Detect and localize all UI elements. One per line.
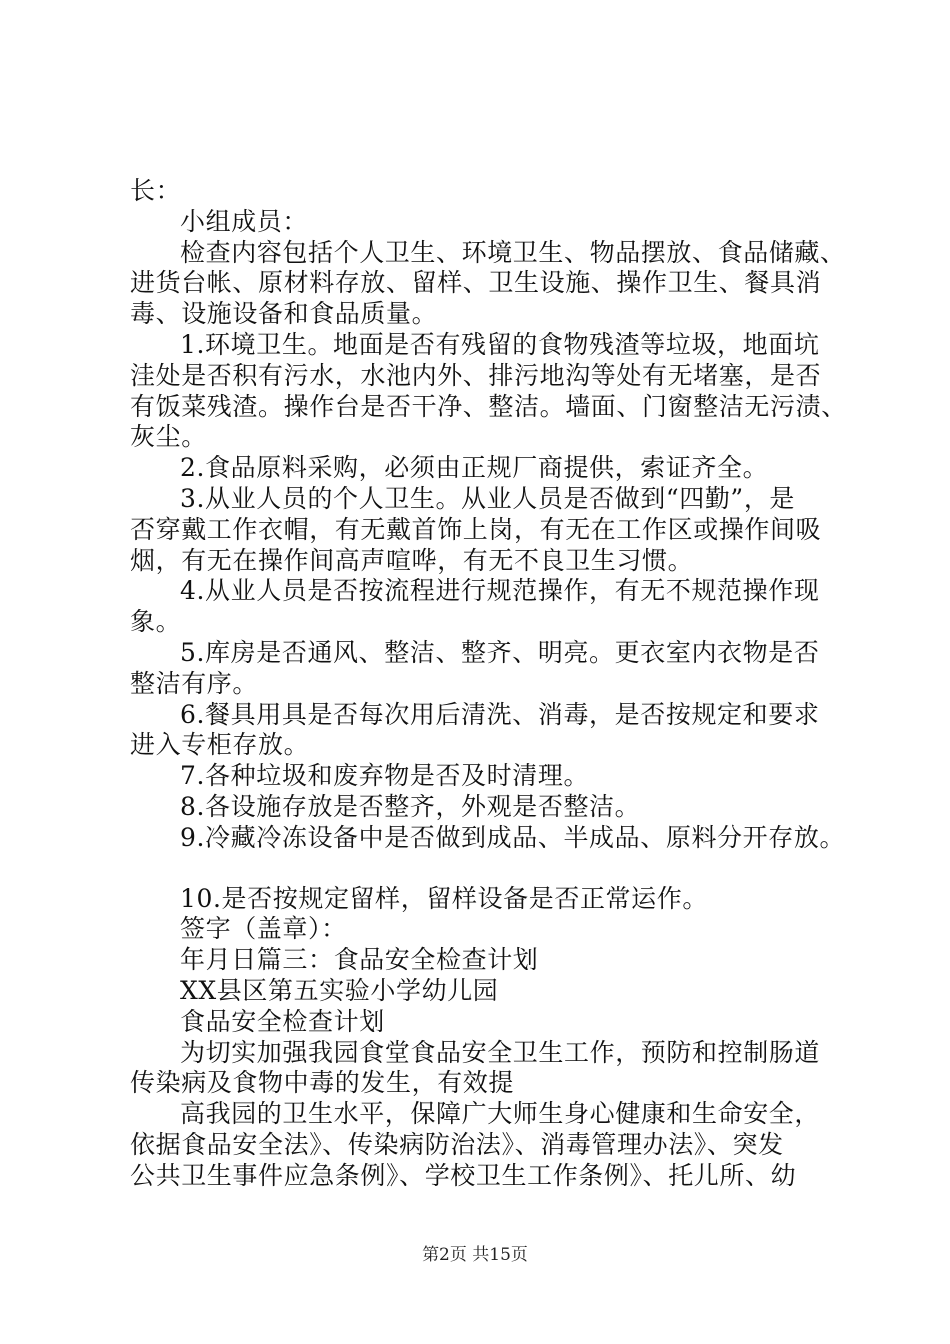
text-line: 长：: [130, 176, 182, 205]
text-line: 10.是否按规定留样，留样设备是否正常运作。: [180, 883, 708, 913]
document-body: [130, 176, 850, 1192]
text-line: 进入专柜存放。: [130, 730, 310, 760]
text-line: 9.冷藏冷冻设备中是否做到成品、半成品、原料分开存放。: [180, 822, 846, 852]
text-line: 有饭菜残渣。操作台是否干净、整洁。墙面、门窗整洁无污渍、: [130, 391, 847, 421]
paragraph-group-before-gap: [130, 176, 850, 854]
text-line: 灰尘。: [130, 422, 207, 452]
text-line: 进货台帐、原材料存放、留样、卫生设施、操作卫生、餐具消: [130, 268, 822, 298]
text-line: 象。: [130, 607, 182, 637]
text-line: 食品安全检查计划: [180, 1006, 385, 1036]
text-line: 4.从业人员是否按流程进行规范操作，有无不规范操作现: [180, 576, 820, 606]
page-footer: 第2页 共15页: [422, 1245, 528, 1265]
text-line: 7.各种垃圾和废弃物是否及时清理。: [180, 761, 590, 791]
paragraph-group-after-gap: [130, 884, 850, 1192]
text-line: 签字（盖章）：: [180, 914, 347, 944]
text-line: 依据食品安全法》、传染病防治法》、消毒管理办法》、突发: [130, 1129, 784, 1159]
text-line: 传染病及食物中毒的发生，有效提: [130, 1068, 515, 1098]
text-line: 1.环境卫生。地面是否有残留的食物残渣等垃圾，地面坑: [180, 329, 820, 359]
text-line: 8.各设施存放是否整齐，外观是否整洁。: [180, 791, 641, 821]
text-line: 否穿戴工作衣帽，有无戴首饰上岗，有无在工作区或操作间吸: [130, 514, 822, 544]
text-line: 年月日篇三：食品安全检查计划: [180, 945, 539, 975]
text-line: 2.食品原料采购，必须由正规厂商提供，索证齐全。: [180, 453, 769, 483]
text-line: 洼处是否积有污水，水池内外、排污地沟等处有无堵塞，是否: [130, 360, 822, 390]
text-line: 毒、设施设备和食品质量。: [130, 299, 438, 329]
text-line: 6.餐具用具是否每次用后清洗、消毒，是否按规定和要求: [180, 699, 820, 729]
text-line: 5.库房是否通风、整洁、整齐、明亮。更衣室内衣物是否: [180, 637, 820, 667]
text-line: 3.从业人员的个人卫生。从业人员是否做到“四勤”，是: [180, 483, 796, 513]
text-line: 整洁有序。: [130, 668, 259, 698]
text-line: 小组成员：: [180, 206, 309, 236]
text-line: 为切实加强我园食堂食品安全卫生工作，预防和控制肠道: [180, 1037, 821, 1067]
text-line: 检查内容包括个人卫生、环境卫生、物品摆放、食品储藏、: [180, 237, 846, 267]
text-line: 烟，有无在操作间高声喧哗，有无不良卫生习惯。: [130, 545, 694, 575]
text-line: 高我园的卫生水平，保障广大师生身心健康和生命安全，: [180, 1099, 821, 1129]
text-line: 公共卫生事件应急条例》、学校卫生工作条例》、托儿所、幼: [130, 1160, 797, 1190]
paragraph-gap: [130, 854, 850, 884]
text-line: XX县区第五实验小学幼儿园: [180, 975, 499, 1005]
